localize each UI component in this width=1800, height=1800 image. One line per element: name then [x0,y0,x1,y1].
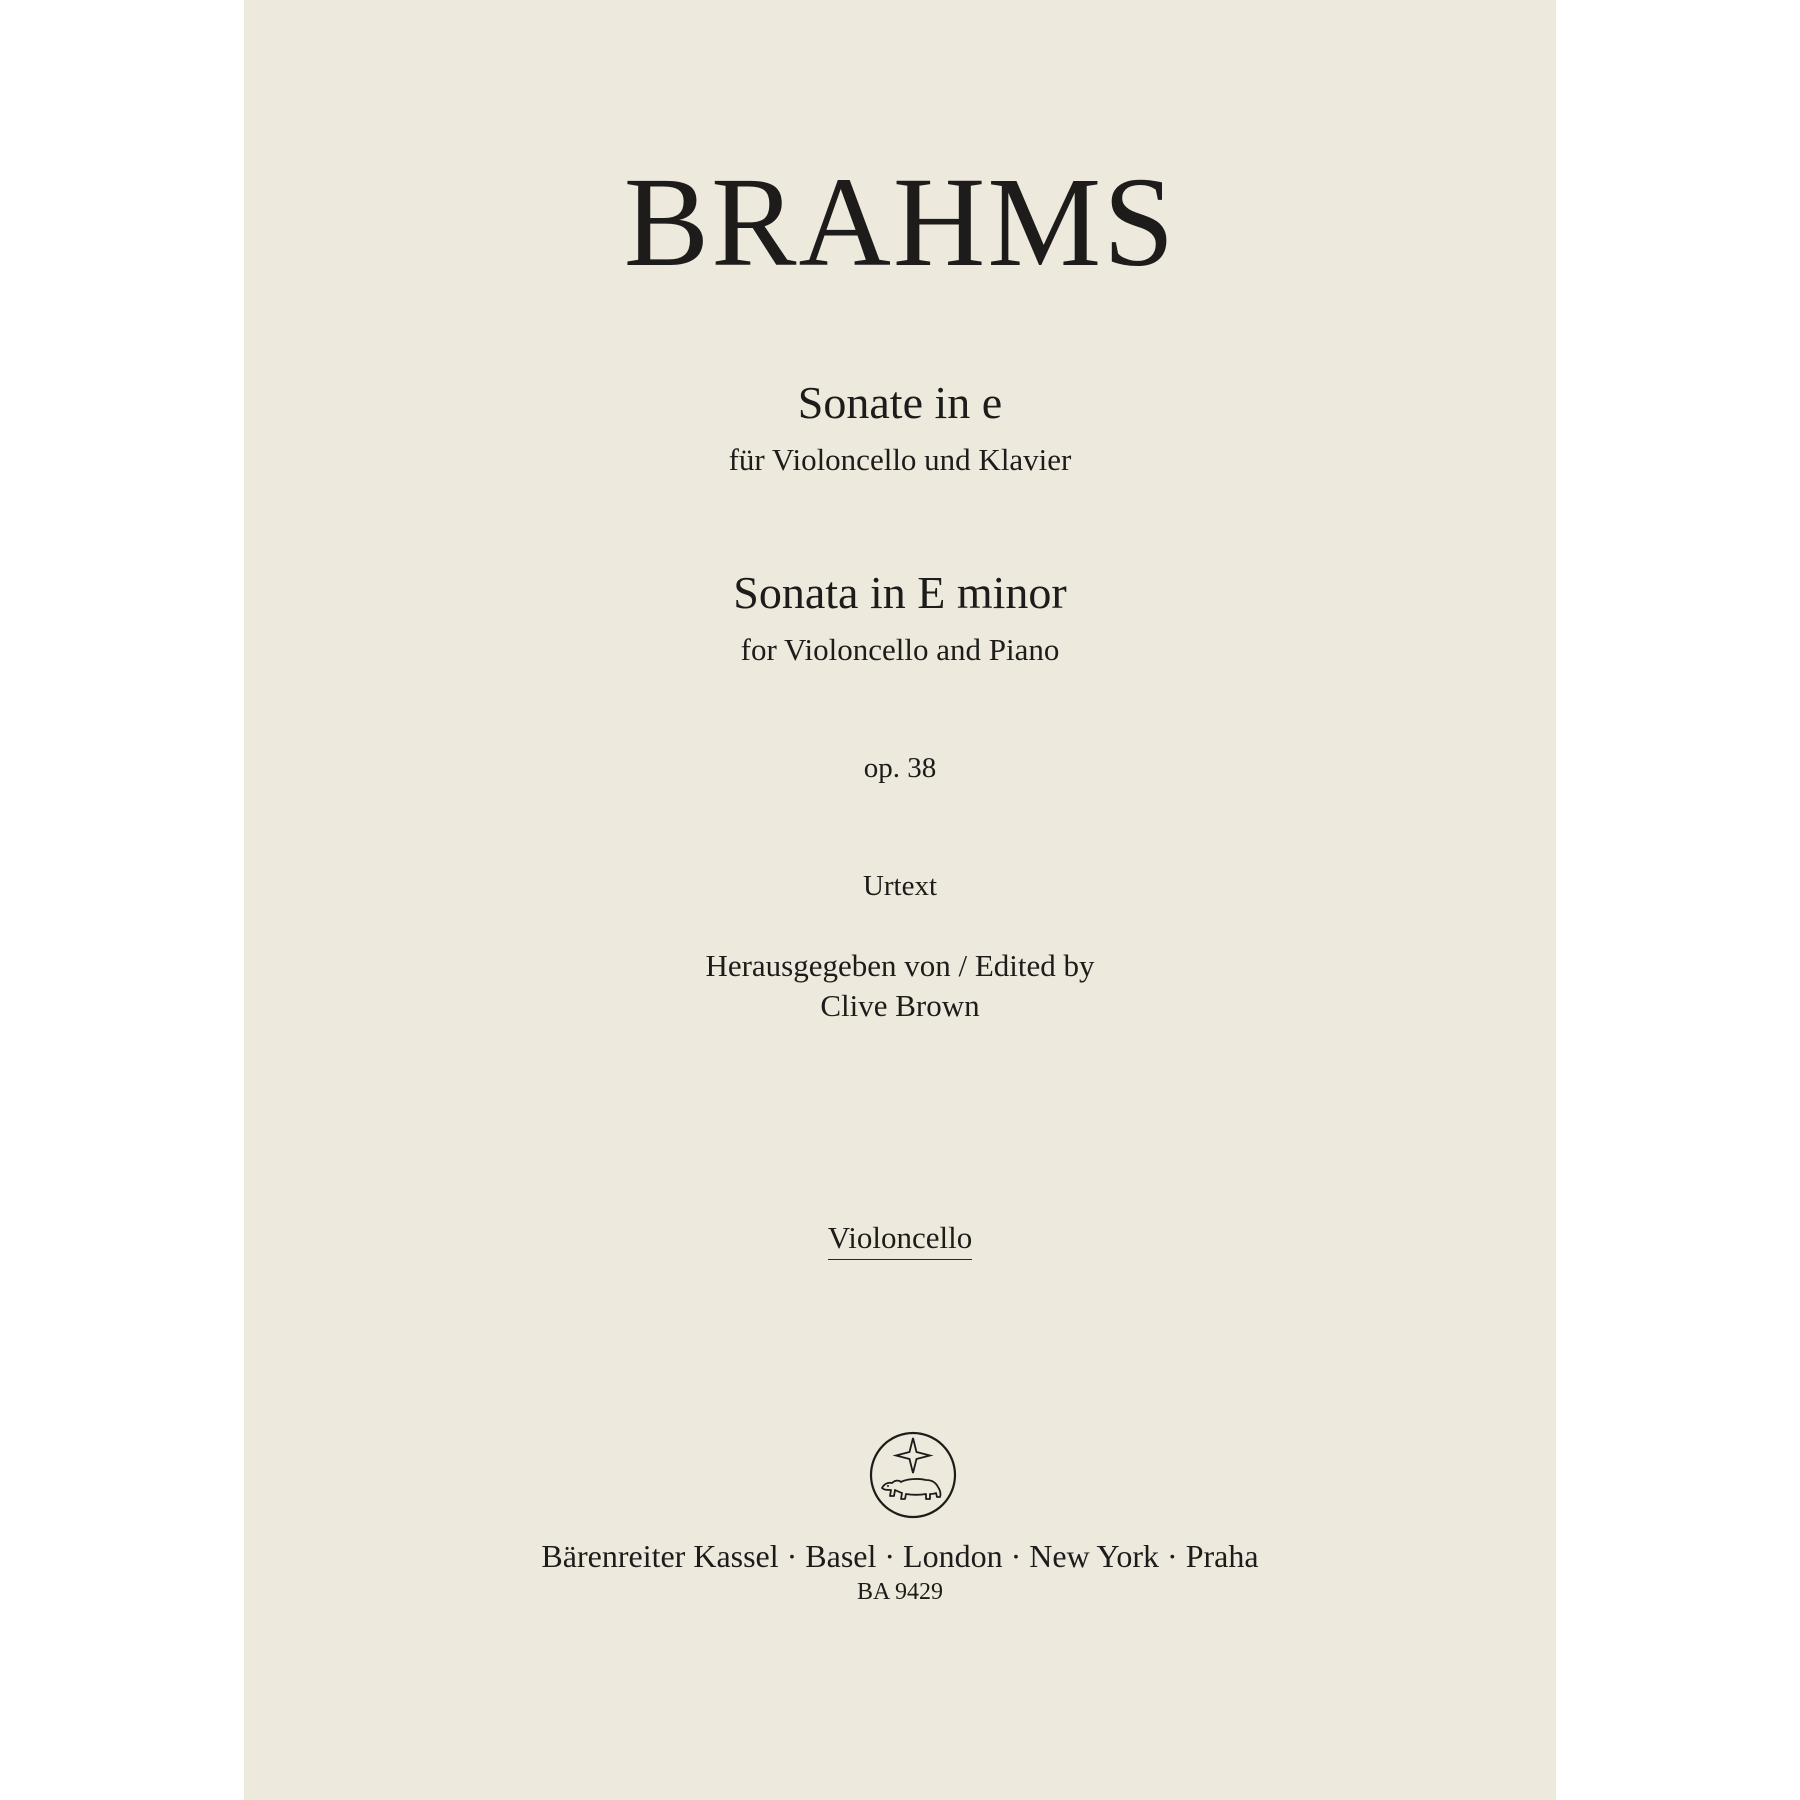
composer-name: BRAHMS [623,151,1177,293]
editor-name: Clive Brown [820,988,980,1023]
edition-type: Urtext [862,870,938,902]
title-english: Sonata in E minor [733,567,1067,618]
publisher-imprint: Bärenreiter Kassel · Basel · London · New York · Praha [541,1538,1259,1574]
score-cover-page [244,0,1556,1800]
instrument-part-label [244,1222,1556,1260]
editor-credit-line: Herausgegeben von / Edited by [705,948,1095,983]
subtitle-german: für Violoncello und Klavier [728,442,1072,477]
opus-number: op. 38 [863,752,937,784]
catalog-number: BA 9429 [856,1579,943,1605]
instrument-part-text: Violoncello [828,1222,973,1260]
baerenreiter-bear-star-logo-icon [868,1430,958,1520]
subtitle-english: for Violoncello and Piano [740,632,1060,667]
title-german: Sonate in e [797,377,1003,428]
